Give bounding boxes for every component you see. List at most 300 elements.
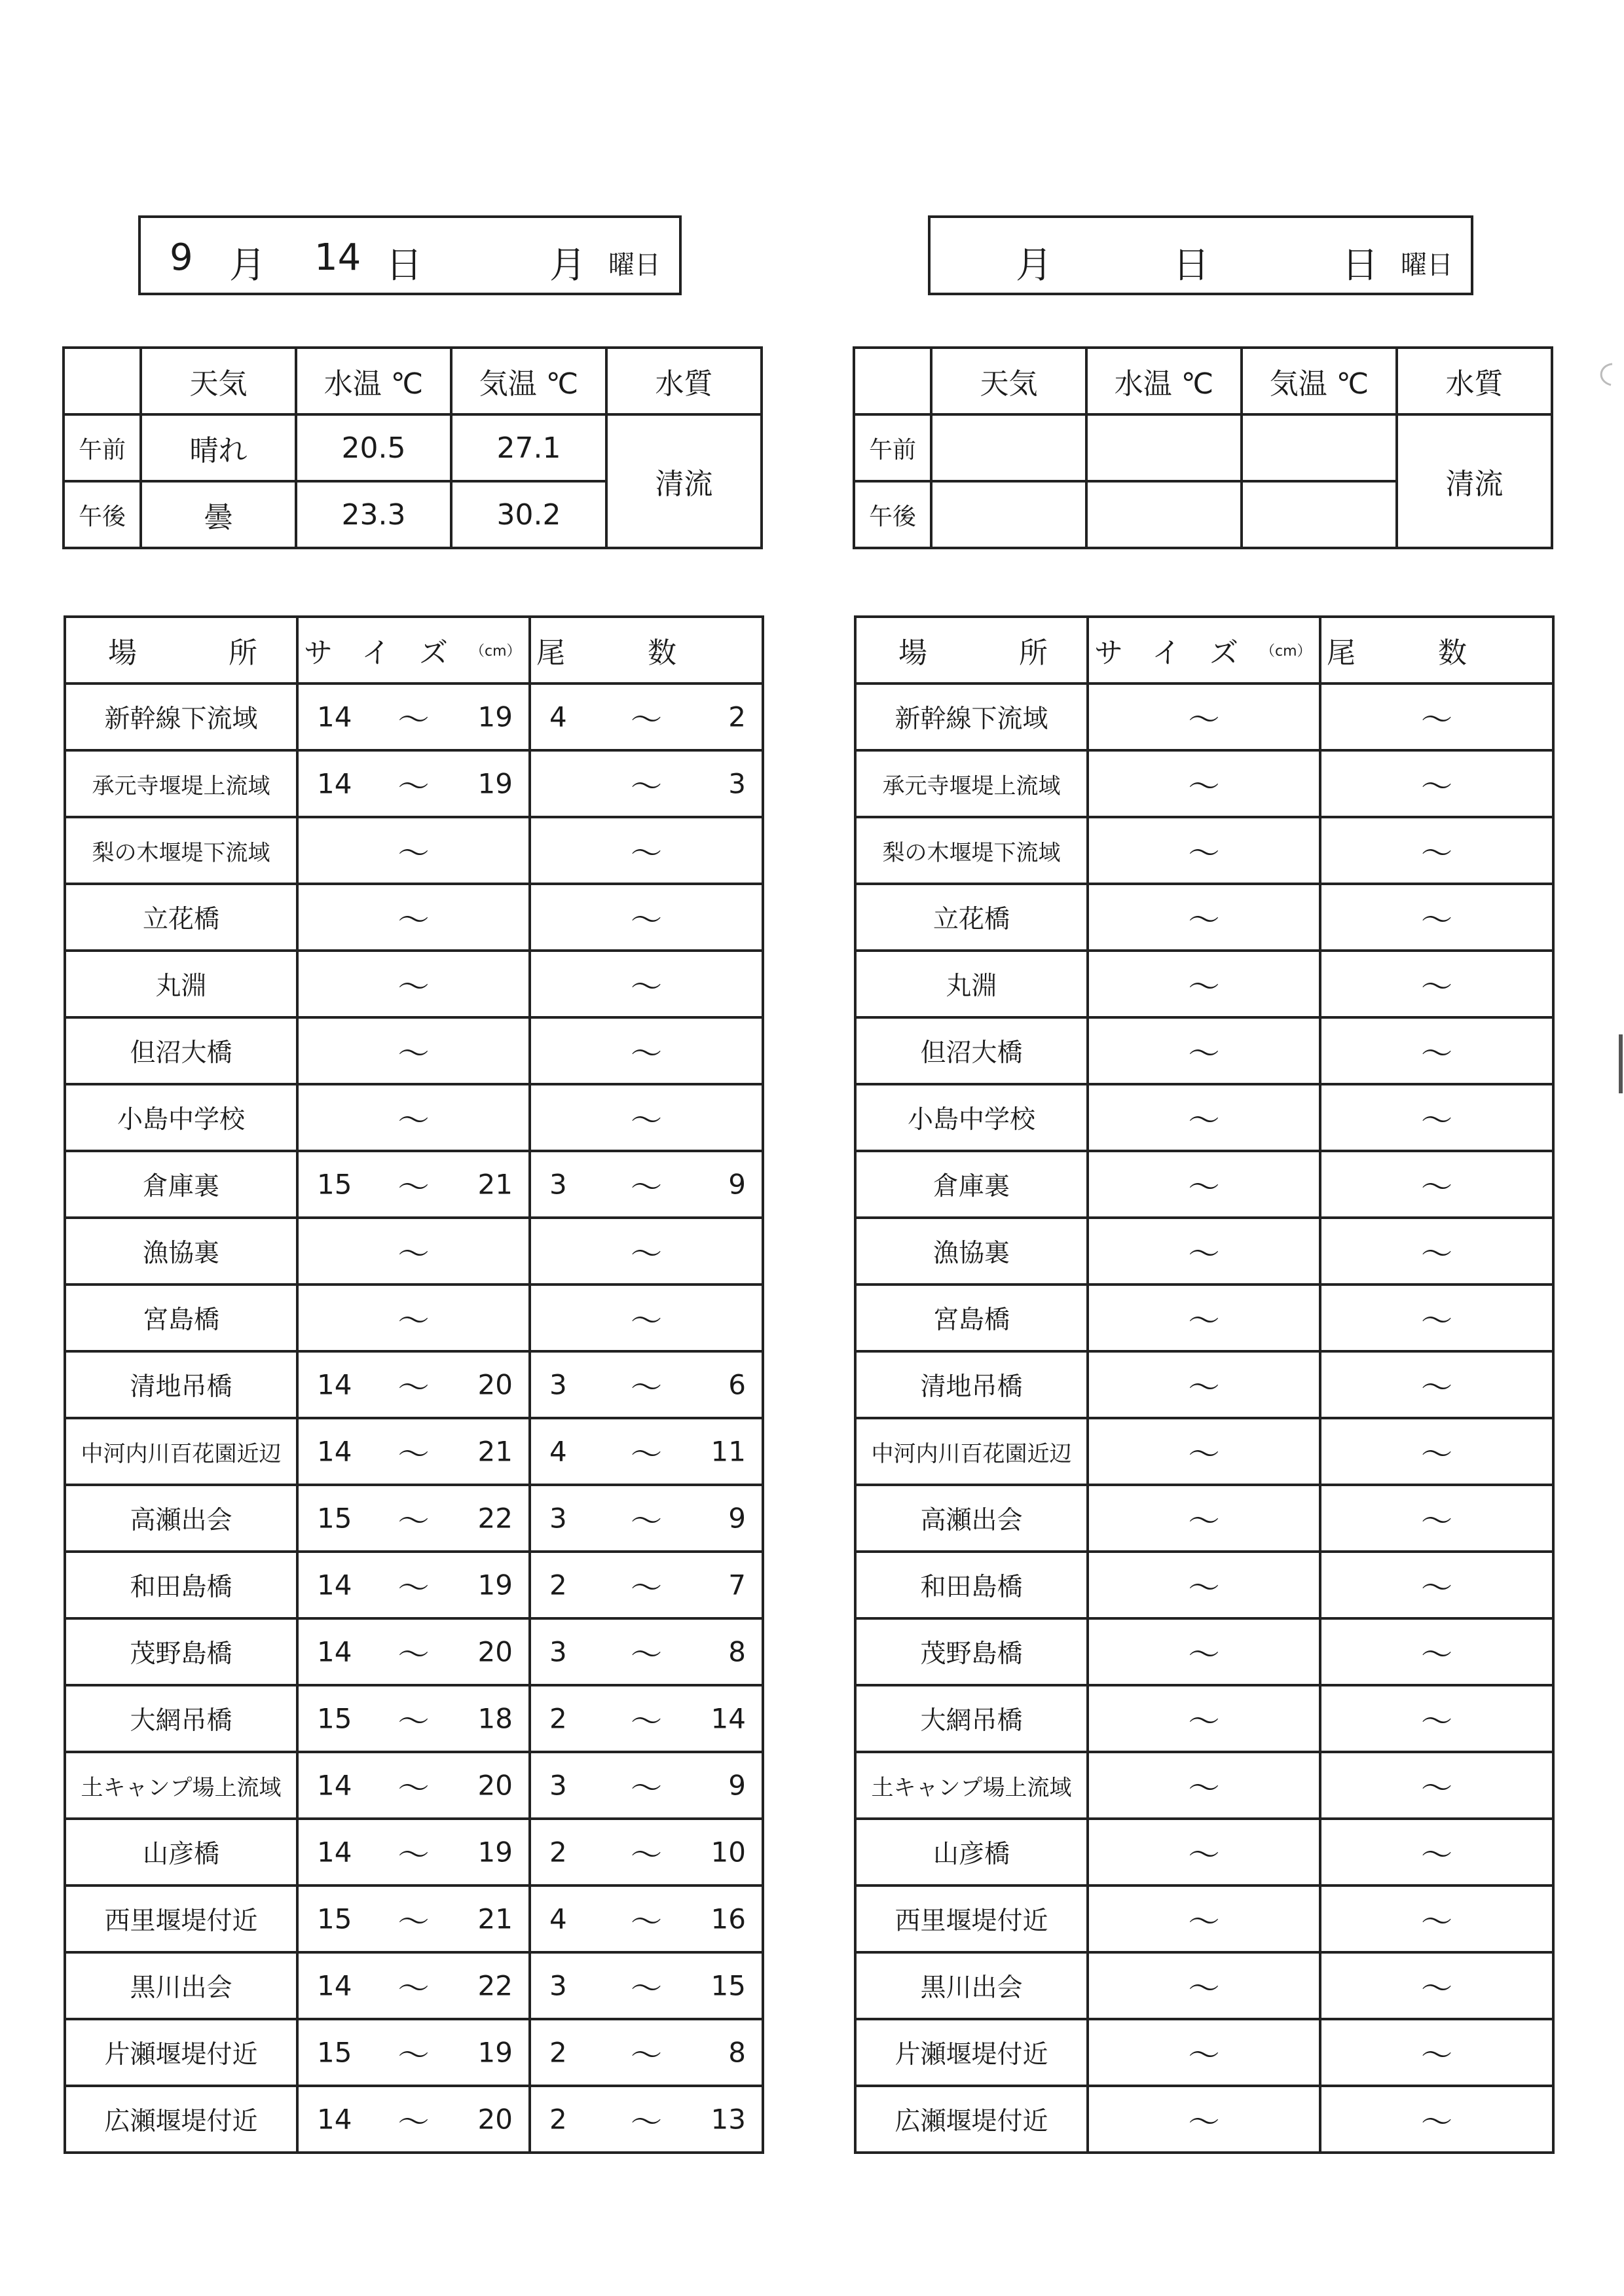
tilde-separator: 〜 — [397, 1836, 430, 1874]
table-row — [855, 1017, 1553, 1084]
row-label-pm: 午後 — [854, 481, 931, 548]
header-location — [65, 617, 297, 683]
size-range-cell — [297, 1285, 530, 1351]
count-range-cell — [530, 951, 763, 1017]
tilde-separator: 〜 — [630, 1770, 662, 1807]
header-location-b: 所 — [1019, 636, 1048, 670]
size-max: 21 — [477, 1903, 513, 1935]
tilde-separator: 〜 — [1420, 968, 1452, 1006]
table-row — [65, 683, 763, 750]
count-range-cell — [1320, 1685, 1553, 1752]
count-min: 3 — [549, 1769, 567, 1802]
location-cell: 清地吊橋 — [855, 1351, 1088, 1418]
location-cell: 黒川出会 — [65, 1952, 297, 2019]
tilde-separator: 〜 — [630, 1503, 662, 1540]
size-max: 18 — [477, 1702, 513, 1735]
tilde-separator: 〜 — [1420, 902, 1452, 939]
count-range-cell — [1320, 750, 1553, 817]
air-temp-pm: 30.2 — [451, 481, 606, 548]
header-count-a: 尾 — [1327, 636, 1356, 670]
tilde-separator: 〜 — [1420, 1102, 1452, 1139]
tilde-separator: 〜 — [1188, 1703, 1220, 1740]
count-range-cell — [530, 1618, 763, 1685]
size-min: 14 — [317, 1435, 352, 1468]
tilde-separator: 〜 — [1420, 701, 1452, 738]
size-max: 20 — [477, 1368, 513, 1401]
size-max: 20 — [477, 1635, 513, 1668]
count-range-cell — [530, 2019, 763, 2086]
location-cell: 梨の木堰堤下流域 — [65, 817, 297, 884]
weather-table-left — [62, 346, 763, 549]
size-max: 19 — [477, 701, 513, 733]
table-row — [855, 1685, 1553, 1752]
header-location-a: 場 — [108, 636, 137, 670]
tilde-separator: 〜 — [397, 1569, 430, 1607]
size-range-cell — [297, 2019, 530, 2086]
size-min: 14 — [317, 1569, 352, 1601]
tilde-separator: 〜 — [630, 2037, 662, 2074]
location-cell: 小島中学校 — [65, 1084, 297, 1151]
weekday-unit: 曜日 — [1401, 250, 1453, 280]
day-unit: 日 — [1173, 244, 1209, 287]
tilde-separator: 〜 — [630, 1102, 662, 1139]
count-range-cell — [1320, 1084, 1553, 1151]
size-range-cell — [297, 1218, 530, 1285]
location-cell: 倉庫裏 — [855, 1151, 1088, 1218]
tilde-separator: 〜 — [1188, 701, 1220, 738]
count-min: 2 — [549, 1836, 567, 1868]
weekday-value: 月 — [549, 244, 586, 287]
weather-am — [931, 414, 1086, 481]
location-cell: 漁協裏 — [855, 1218, 1088, 1285]
table-row — [855, 1151, 1553, 1218]
count-range-cell — [530, 2086, 763, 2153]
location-cell: 和田島橋 — [855, 1552, 1088, 1618]
header-location-a: 場 — [898, 636, 927, 670]
header-count-b: 数 — [648, 636, 676, 670]
tilde-separator: 〜 — [1188, 1235, 1220, 1273]
size-min: 15 — [317, 1903, 352, 1935]
count-range-cell — [1320, 1552, 1553, 1618]
location-cell: 宮島橋 — [65, 1285, 297, 1351]
water-temp-am — [1086, 414, 1242, 481]
tilde-separator: 〜 — [1420, 1169, 1452, 1206]
size-range-cell — [1088, 1285, 1320, 1351]
header-count-b: 数 — [1438, 636, 1467, 670]
location-cell: 山彦橋 — [855, 1819, 1088, 1886]
header-count — [1320, 617, 1553, 683]
size-range-cell — [1088, 2086, 1320, 2153]
location-cell: 立花橋 — [855, 884, 1088, 951]
tilde-separator: 〜 — [1188, 1169, 1220, 1206]
count-max: 7 — [728, 1569, 746, 1601]
size-range-cell — [1088, 1618, 1320, 1685]
table-row — [855, 750, 1553, 817]
size-min: 14 — [317, 767, 352, 800]
air-temp-am — [1242, 414, 1397, 481]
location-cell: 茂野島橋 — [65, 1618, 297, 1685]
size-range-cell — [297, 1952, 530, 2019]
size-min: 15 — [317, 1168, 352, 1201]
size-max: 22 — [477, 1969, 513, 2002]
size-range-cell — [297, 1819, 530, 1886]
table-row — [855, 1485, 1553, 1552]
count-range-cell — [1320, 1952, 1553, 2019]
location-cell: 宮島橋 — [855, 1285, 1088, 1351]
table-row — [65, 1084, 763, 1151]
size-range-cell — [1088, 2019, 1320, 2086]
count-range-cell — [530, 1151, 763, 1218]
size-range-cell — [297, 1084, 530, 1151]
header-location — [855, 617, 1088, 683]
corner-cell — [854, 348, 931, 414]
header-size-unit: （cm） — [470, 643, 521, 660]
tilde-separator: 〜 — [1420, 768, 1452, 805]
size-range-cell — [297, 1886, 530, 1952]
weekday-value: 日 — [1342, 244, 1378, 287]
count-range-cell — [1320, 1218, 1553, 1285]
location-cell: 大網吊橋 — [855, 1685, 1088, 1752]
tilde-separator: 〜 — [397, 1302, 430, 1339]
table-row — [855, 1752, 1553, 1819]
size-max: 21 — [477, 1168, 513, 1201]
table-row — [65, 1618, 763, 1685]
row-label-am: 午前 — [64, 414, 141, 481]
count-max: 6 — [728, 1368, 746, 1401]
count-range-cell — [530, 1886, 763, 1952]
size-max: 21 — [477, 1435, 513, 1468]
count-max: 3 — [728, 767, 746, 800]
size-range-cell — [297, 1351, 530, 1418]
size-max: 19 — [477, 767, 513, 800]
tilde-separator: 〜 — [630, 1636, 662, 1673]
count-range-cell — [1320, 1752, 1553, 1819]
table-row — [65, 1017, 763, 1084]
tilde-separator: 〜 — [1420, 1035, 1452, 1072]
location-cell: 漁協裏 — [65, 1218, 297, 1285]
size-range-cell — [1088, 1418, 1320, 1485]
month-unit: 月 — [1016, 244, 1052, 287]
tilde-separator: 〜 — [397, 2104, 430, 2141]
tilde-separator: 〜 — [1188, 1636, 1220, 1673]
header-location-b: 所 — [229, 636, 257, 670]
tilde-separator: 〜 — [1420, 1369, 1452, 1406]
day-unit: 日 — [386, 244, 422, 287]
punch-hole-mark — [1593, 361, 1619, 388]
table-row — [855, 1819, 1553, 1886]
tilde-separator: 〜 — [1188, 1436, 1220, 1473]
count-max: 10 — [710, 1836, 746, 1868]
tilde-separator: 〜 — [630, 701, 662, 738]
count-range-cell — [1320, 1418, 1553, 1485]
header-water-quality: 水質 — [606, 348, 762, 414]
header-size — [297, 617, 530, 683]
header-weather: 天気 — [931, 348, 1086, 414]
location-cell: 和田島橋 — [65, 1552, 297, 1618]
count-range-cell — [1320, 1017, 1553, 1084]
table-row — [65, 1552, 763, 1618]
header-air-temp: 気温 ℃ — [1242, 348, 1397, 414]
weather-table-right — [853, 346, 1553, 549]
location-cell: 高瀬出会 — [855, 1485, 1088, 1552]
location-cell: 山彦橋 — [65, 1819, 297, 1886]
water-quality-value: 清流 — [1397, 414, 1552, 548]
size-range-cell — [1088, 1084, 1320, 1151]
tilde-separator: 〜 — [397, 1703, 430, 1740]
header-size — [1088, 617, 1320, 683]
table-row — [65, 1886, 763, 1952]
count-range-cell — [1320, 1485, 1553, 1552]
tilde-separator: 〜 — [1188, 1302, 1220, 1339]
size-min: 15 — [317, 1502, 352, 1535]
count-max: 11 — [710, 1435, 746, 1468]
location-cell: 承元寺堰堤上流域 — [65, 750, 297, 817]
tilde-separator: 〜 — [397, 2037, 430, 2074]
table-row — [855, 1285, 1553, 1351]
count-range-cell — [530, 1485, 763, 1552]
location-cell: 土キャンプ場上流域 — [855, 1752, 1088, 1819]
count-range-cell — [530, 750, 763, 817]
location-cell: 片瀬堰堤付近 — [855, 2019, 1088, 2086]
header-count-a: 尾 — [536, 636, 565, 670]
tilde-separator: 〜 — [1420, 1436, 1452, 1473]
tilde-separator: 〜 — [1420, 1703, 1452, 1740]
count-range-cell — [530, 1418, 763, 1485]
tilde-separator: 〜 — [630, 835, 662, 872]
tilde-separator: 〜 — [397, 1636, 430, 1673]
tilde-separator: 〜 — [630, 1836, 662, 1874]
air-temp-pm — [1242, 481, 1397, 548]
count-range-cell — [1320, 2019, 1553, 2086]
size-range-cell — [1088, 884, 1320, 951]
tilde-separator: 〜 — [1188, 1503, 1220, 1540]
weather-am: 晴れ — [141, 414, 296, 481]
tilde-separator: 〜 — [1188, 768, 1220, 805]
tilde-separator: 〜 — [397, 1102, 430, 1139]
size-range-cell — [1088, 817, 1320, 884]
count-min: 3 — [549, 1368, 567, 1401]
location-cell: 立花橋 — [65, 884, 297, 951]
tilde-separator: 〜 — [630, 1369, 662, 1406]
count-max: 9 — [728, 1769, 746, 1802]
catch-table-body — [855, 617, 1553, 2153]
count-range-cell — [530, 1084, 763, 1151]
table-row — [855, 1351, 1553, 1418]
count-min: 3 — [549, 1168, 567, 1201]
size-range-cell — [297, 817, 530, 884]
table-row — [855, 1218, 1553, 1285]
tilde-separator: 〜 — [1420, 835, 1452, 872]
location-cell: 小島中学校 — [855, 1084, 1088, 1151]
tilde-separator: 〜 — [397, 835, 430, 872]
tilde-separator: 〜 — [1188, 2104, 1220, 2141]
tilde-separator: 〜 — [1188, 1970, 1220, 2007]
tilde-separator: 〜 — [630, 1703, 662, 1740]
location-cell: 大網吊橋 — [65, 1685, 297, 1752]
location-cell: 広瀬堰堤付近 — [855, 2086, 1088, 2153]
count-range-cell — [530, 1752, 763, 1819]
location-cell: 但沼大橋 — [855, 1017, 1088, 1084]
tilde-separator: 〜 — [1188, 902, 1220, 939]
tilde-separator: 〜 — [1420, 1235, 1452, 1273]
tilde-separator: 〜 — [1188, 1836, 1220, 1874]
count-range-cell — [530, 1552, 763, 1618]
tilde-separator: 〜 — [1420, 1503, 1452, 1540]
tilde-separator: 〜 — [1420, 1569, 1452, 1607]
size-range-cell — [1088, 1017, 1320, 1084]
location-cell: 黒川出会 — [855, 1952, 1088, 2019]
count-min: 2 — [549, 1702, 567, 1735]
count-min: 4 — [549, 701, 567, 733]
table-row — [65, 1351, 763, 1418]
tilde-separator: 〜 — [397, 1035, 430, 1072]
tilde-separator: 〜 — [1420, 1970, 1452, 2007]
tilde-separator: 〜 — [630, 1569, 662, 1607]
tilde-separator: 〜 — [630, 1302, 662, 1339]
size-min: 14 — [317, 1368, 352, 1401]
size-range-cell — [297, 951, 530, 1017]
location-cell: 茂野島橋 — [855, 1618, 1088, 1685]
location-cell: 高瀬出会 — [65, 1485, 297, 1552]
tilde-separator: 〜 — [397, 1770, 430, 1807]
size-min: 14 — [317, 1969, 352, 2002]
table-row — [855, 1618, 1553, 1685]
size-range-cell — [297, 1485, 530, 1552]
size-max: 20 — [477, 1769, 513, 1802]
table-row — [65, 750, 763, 817]
tilde-separator: 〜 — [630, 1035, 662, 1072]
tilde-separator: 〜 — [1188, 1369, 1220, 1406]
tilde-separator: 〜 — [397, 701, 430, 738]
month-unit: 月 — [229, 244, 266, 287]
location-cell: 清地吊橋 — [65, 1351, 297, 1418]
size-range-cell — [297, 750, 530, 817]
tilde-separator: 〜 — [1420, 1903, 1452, 1941]
table-row — [65, 951, 763, 1017]
size-min: 14 — [317, 1836, 352, 1868]
table-row — [65, 1952, 763, 2019]
table-row — [855, 2019, 1553, 2086]
count-range-cell — [530, 1351, 763, 1418]
table-row — [65, 1151, 763, 1218]
size-min: 14 — [317, 1769, 352, 1802]
row-label-pm: 午後 — [64, 481, 141, 548]
water-temp-pm — [1086, 481, 1242, 548]
count-min: 3 — [549, 1502, 567, 1535]
table-row — [855, 817, 1553, 884]
scan-edge-mark — [1619, 1034, 1623, 1093]
corner-cell — [64, 348, 141, 414]
count-max: 16 — [710, 1903, 746, 1935]
count-range-cell — [530, 1017, 763, 1084]
count-max: 2 — [728, 701, 746, 733]
size-max: 22 — [477, 1502, 513, 1535]
tilde-separator: 〜 — [1420, 1836, 1452, 1874]
tilde-separator: 〜 — [1188, 1903, 1220, 1941]
location-cell: 丸淵 — [65, 951, 297, 1017]
size-range-cell — [1088, 951, 1320, 1017]
size-max: 19 — [477, 2036, 513, 2069]
header-water-quality: 水質 — [1397, 348, 1552, 414]
size-min: 14 — [317, 2103, 352, 2136]
tilde-separator: 〜 — [397, 1503, 430, 1540]
date-box-right — [928, 215, 1473, 295]
weather-pm: 曇 — [141, 481, 296, 548]
tilde-separator: 〜 — [397, 1369, 430, 1406]
tilde-separator: 〜 — [630, 968, 662, 1006]
tilde-separator: 〜 — [630, 2104, 662, 2141]
table-row — [65, 1752, 763, 1819]
count-range-cell — [1320, 951, 1553, 1017]
tilde-separator: 〜 — [630, 1169, 662, 1206]
size-range-cell — [1088, 1685, 1320, 1752]
tilde-separator: 〜 — [397, 768, 430, 805]
tilde-separator: 〜 — [630, 1970, 662, 2007]
size-range-cell — [1088, 750, 1320, 817]
size-range-cell — [297, 683, 530, 750]
size-range-cell — [297, 1017, 530, 1084]
count-min: 4 — [549, 1903, 567, 1935]
location-cell: 倉庫裏 — [65, 1151, 297, 1218]
water-temp-pm: 23.3 — [296, 481, 451, 548]
size-min: 14 — [317, 1635, 352, 1668]
tilde-separator: 〜 — [630, 902, 662, 939]
count-range-cell — [1320, 2086, 1553, 2153]
count-range-cell — [530, 683, 763, 750]
header-count — [530, 617, 763, 683]
table-row — [65, 1685, 763, 1752]
count-min: 2 — [549, 2103, 567, 2136]
count-range-cell — [530, 1952, 763, 2019]
count-range-cell — [530, 817, 763, 884]
count-range-cell — [1320, 1151, 1553, 1218]
table-row — [65, 1285, 763, 1351]
table-row — [855, 1418, 1553, 1485]
size-max: 19 — [477, 1569, 513, 1601]
count-max: 15 — [710, 1969, 746, 2002]
location-cell: 梨の木堰堤下流域 — [855, 817, 1088, 884]
size-min: 15 — [317, 2036, 352, 2069]
count-range-cell — [1320, 1351, 1553, 1418]
location-cell: 承元寺堰堤上流域 — [855, 750, 1088, 817]
size-range-cell — [1088, 1552, 1320, 1618]
header-air-temp: 気温 ℃ — [451, 348, 606, 414]
tilde-separator: 〜 — [630, 1235, 662, 1273]
header-size-label: サ イ ズ — [304, 636, 448, 670]
size-max: 20 — [477, 2103, 513, 2136]
tilde-separator: 〜 — [1188, 835, 1220, 872]
table-row — [65, 2086, 763, 2153]
location-cell: 土キャンプ場上流域 — [65, 1752, 297, 1819]
table-row — [65, 1418, 763, 1485]
count-range-cell — [1320, 1886, 1553, 1952]
row-label-am: 午前 — [854, 414, 931, 481]
header-size-label: サ イ ズ — [1094, 636, 1238, 670]
tilde-separator: 〜 — [1188, 968, 1220, 1006]
size-range-cell — [1088, 1485, 1320, 1552]
tilde-separator: 〜 — [1420, 2104, 1452, 2141]
tilde-separator: 〜 — [397, 1169, 430, 1206]
location-cell: 但沼大橋 — [65, 1017, 297, 1084]
tilde-separator: 〜 — [1188, 1569, 1220, 1607]
count-min: 3 — [549, 1969, 567, 2002]
table-row — [65, 817, 763, 884]
count-range-cell — [1320, 884, 1553, 951]
size-range-cell — [1088, 683, 1320, 750]
count-min: 2 — [549, 1569, 567, 1601]
table-row — [65, 1485, 763, 1552]
size-range-cell — [1088, 1819, 1320, 1886]
